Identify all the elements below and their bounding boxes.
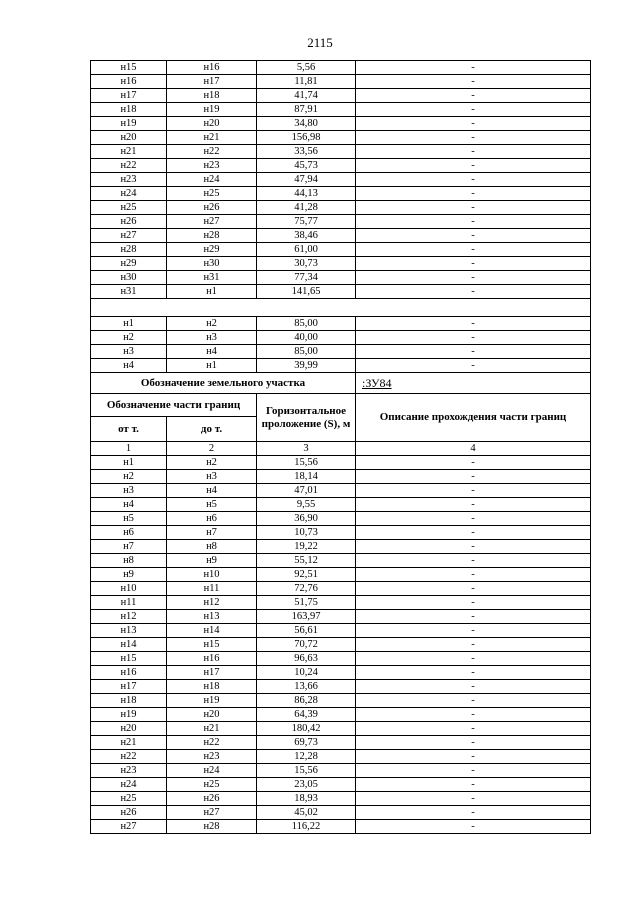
boundary-description: - <box>356 470 591 484</box>
table-row <box>91 317 591 331</box>
boundary-description: - <box>356 173 591 187</box>
point-to: н26 <box>167 201 257 215</box>
horizontal-length: 69,73 <box>257 736 356 750</box>
gap-section <box>91 299 591 317</box>
horizontal-length: 47,94 <box>257 173 356 187</box>
boundary-description: - <box>356 680 591 694</box>
horizontal-length: 156,98 <box>257 131 356 145</box>
point-from: н7 <box>91 540 167 554</box>
point-to: н4 <box>167 345 257 359</box>
table-row <box>91 820 591 834</box>
point-from: н26 <box>91 806 167 820</box>
boundary-table <box>90 60 591 834</box>
horizontal-length: 15,56 <box>257 456 356 470</box>
point-from: н19 <box>91 117 167 131</box>
table-row <box>91 666 591 680</box>
horizontal-length: 163,97 <box>257 610 356 624</box>
horizontal-length: 77,34 <box>257 271 356 285</box>
horizontal-length: 64,39 <box>257 708 356 722</box>
boundary-description: - <box>356 750 591 764</box>
horizontal-length: 55,12 <box>257 554 356 568</box>
horizontal-length: 33,56 <box>257 145 356 159</box>
table-row <box>91 708 591 722</box>
point-to: н16 <box>167 652 257 666</box>
boundary-description: - <box>356 526 591 540</box>
point-from: н15 <box>91 652 167 666</box>
point-from: н16 <box>91 75 167 89</box>
point-to: н22 <box>167 736 257 750</box>
point-from: н9 <box>91 568 167 582</box>
point-to: н8 <box>167 540 257 554</box>
boundary-description: - <box>356 243 591 257</box>
boundary-description: - <box>356 582 591 596</box>
point-to: н19 <box>167 694 257 708</box>
table-row <box>91 624 591 638</box>
horizontal-length: 45,73 <box>257 159 356 173</box>
point-from: н15 <box>91 61 167 75</box>
point-from: н30 <box>91 271 167 285</box>
continued-rows <box>91 61 591 299</box>
table-row <box>91 345 591 359</box>
boundary-description: - <box>356 736 591 750</box>
point-to: н23 <box>167 159 257 173</box>
column-number: 1 <box>91 442 167 456</box>
boundary-description: - <box>356 117 591 131</box>
point-to: н6 <box>167 512 257 526</box>
point-to: н23 <box>167 750 257 764</box>
point-from: н26 <box>91 215 167 229</box>
boundary-description: - <box>356 271 591 285</box>
horizontal-length: 87,91 <box>257 103 356 117</box>
point-from: н27 <box>91 820 167 834</box>
horizontal-length: 96,63 <box>257 652 356 666</box>
point-from: н17 <box>91 89 167 103</box>
point-to: н27 <box>167 215 257 229</box>
boundary-description: - <box>356 624 591 638</box>
table-row <box>91 145 591 159</box>
point-from: н3 <box>91 345 167 359</box>
point-from: н11 <box>91 596 167 610</box>
point-to: н22 <box>167 145 257 159</box>
point-from: н14 <box>91 638 167 652</box>
point-from: н25 <box>91 201 167 215</box>
horizontal-length: 47,01 <box>257 484 356 498</box>
column-number: 2 <box>167 442 257 456</box>
point-to: н13 <box>167 610 257 624</box>
point-from: н12 <box>91 610 167 624</box>
boundary-description: - <box>356 554 591 568</box>
boundary-description: - <box>356 187 591 201</box>
boundary-description: - <box>356 201 591 215</box>
point-to: н3 <box>167 331 257 345</box>
horizontal-length: 13,66 <box>257 680 356 694</box>
horizontal-length: 70,72 <box>257 638 356 652</box>
table-row <box>91 722 591 736</box>
point-to: н16 <box>167 61 257 75</box>
point-to: н28 <box>167 820 257 834</box>
point-from: н22 <box>91 159 167 173</box>
horizontal-length: 85,00 <box>257 345 356 359</box>
point-from: н2 <box>91 331 167 345</box>
point-from: н18 <box>91 694 167 708</box>
table-row <box>91 229 591 243</box>
parcel-title-label: Обозначение земельного участка <box>91 373 356 394</box>
point-from: н4 <box>91 359 167 373</box>
horizontal-length: 10,73 <box>257 526 356 540</box>
horizontal-length: 141,65 <box>257 285 356 299</box>
point-to: н18 <box>167 89 257 103</box>
point-to: н24 <box>167 764 257 778</box>
header-from: от т. <box>91 417 167 442</box>
point-to: н12 <box>167 596 257 610</box>
point-from: н5 <box>91 512 167 526</box>
point-to: н7 <box>167 526 257 540</box>
horizontal-length: 15,56 <box>257 764 356 778</box>
point-from: н21 <box>91 145 167 159</box>
point-to: н27 <box>167 806 257 820</box>
table-row <box>91 131 591 145</box>
parcel-code: :ЗУ84 <box>356 373 591 394</box>
point-to: н18 <box>167 680 257 694</box>
point-to: н31 <box>167 271 257 285</box>
boundary-description: - <box>356 722 591 736</box>
point-to: н17 <box>167 75 257 89</box>
horizontal-length: 92,51 <box>257 568 356 582</box>
point-from: н4 <box>91 498 167 512</box>
table-row <box>91 792 591 806</box>
table-row <box>91 243 591 257</box>
point-to: н21 <box>167 131 257 145</box>
header-description: Описание прохождения части границ <box>356 394 591 442</box>
table-row <box>91 764 591 778</box>
point-from: н1 <box>91 456 167 470</box>
point-to: н20 <box>167 117 257 131</box>
point-to: н1 <box>167 285 257 299</box>
point-to: н20 <box>167 708 257 722</box>
parcel-header <box>91 373 591 456</box>
horizontal-length: 18,14 <box>257 470 356 484</box>
horizontal-length: 85,00 <box>257 317 356 331</box>
table-row <box>91 285 591 299</box>
table-row <box>91 652 591 666</box>
point-from: н8 <box>91 554 167 568</box>
boundary-description: - <box>356 708 591 722</box>
point-to: н28 <box>167 229 257 243</box>
point-to: н1 <box>167 359 257 373</box>
point-from: н20 <box>91 131 167 145</box>
point-to: н17 <box>167 666 257 680</box>
horizontal-length: 18,93 <box>257 792 356 806</box>
gap-row <box>91 299 591 317</box>
boundary-description: - <box>356 159 591 173</box>
point-to: н29 <box>167 243 257 257</box>
table-row <box>91 568 591 582</box>
header-row-1 <box>91 394 591 417</box>
boundary-description: - <box>356 820 591 834</box>
point-from: н16 <box>91 666 167 680</box>
table-row <box>91 215 591 229</box>
point-to: н3 <box>167 470 257 484</box>
point-from: н24 <box>91 778 167 792</box>
table-row <box>91 331 591 345</box>
boundary-description: - <box>356 131 591 145</box>
table-row <box>91 750 591 764</box>
point-from: н6 <box>91 526 167 540</box>
boundary-description: - <box>356 764 591 778</box>
table-row <box>91 61 591 75</box>
boundary-description: - <box>356 229 591 243</box>
point-to: н11 <box>167 582 257 596</box>
table-row <box>91 456 591 470</box>
point-to: н2 <box>167 456 257 470</box>
horizontal-length: 56,61 <box>257 624 356 638</box>
table-row <box>91 201 591 215</box>
table-row <box>91 159 591 173</box>
table-row <box>91 89 591 103</box>
point-from: н13 <box>91 624 167 638</box>
table-row <box>91 271 591 285</box>
point-to: н25 <box>167 187 257 201</box>
boundary-description: - <box>356 103 591 117</box>
point-from: н28 <box>91 243 167 257</box>
parcel-rows <box>91 456 591 834</box>
horizontal-length: 10,24 <box>257 666 356 680</box>
boundary-description: - <box>356 456 591 470</box>
table-row <box>91 512 591 526</box>
boundary-description: - <box>356 484 591 498</box>
column-number: 4 <box>356 442 591 456</box>
table-row <box>91 596 591 610</box>
point-to: н21 <box>167 722 257 736</box>
horizontal-length: 40,00 <box>257 331 356 345</box>
point-from: н23 <box>91 764 167 778</box>
point-from: н2 <box>91 470 167 484</box>
horizontal-length: 72,76 <box>257 582 356 596</box>
table-row <box>91 638 591 652</box>
horizontal-length: 180,42 <box>257 722 356 736</box>
point-to: н26 <box>167 792 257 806</box>
point-from: н23 <box>91 173 167 187</box>
boundary-description: - <box>356 317 591 331</box>
horizontal-length: 30,73 <box>257 257 356 271</box>
table-row <box>91 526 591 540</box>
table-row <box>91 610 591 624</box>
parcel-title-row <box>91 373 591 394</box>
boundary-description: - <box>356 806 591 820</box>
table-row <box>91 680 591 694</box>
boundary-description: - <box>356 498 591 512</box>
table-row <box>91 736 591 750</box>
boundary-description: - <box>356 61 591 75</box>
boundary-description: - <box>356 540 591 554</box>
horizontal-length: 9,55 <box>257 498 356 512</box>
point-from: н3 <box>91 484 167 498</box>
header-horizontal-length: Горизонтальное проложение (S), м <box>257 394 356 442</box>
column-number: 3 <box>257 442 356 456</box>
table-row <box>91 806 591 820</box>
table-row <box>91 173 591 187</box>
table-row <box>91 694 591 708</box>
table-row <box>91 540 591 554</box>
boundary-description: - <box>356 331 591 345</box>
table-row <box>91 187 591 201</box>
horizontal-length: 86,28 <box>257 694 356 708</box>
boundary-description: - <box>356 285 591 299</box>
boundary-description: - <box>356 145 591 159</box>
horizontal-length: 45,02 <box>257 806 356 820</box>
horizontal-length: 39,99 <box>257 359 356 373</box>
horizontal-length: 12,28 <box>257 750 356 764</box>
horizontal-length: 116,22 <box>257 820 356 834</box>
horizontal-length: 41,74 <box>257 89 356 103</box>
table-row <box>91 554 591 568</box>
point-to: н25 <box>167 778 257 792</box>
boundary-description: - <box>356 75 591 89</box>
point-to: н10 <box>167 568 257 582</box>
boundary-description: - <box>356 610 591 624</box>
boundary-description: - <box>356 694 591 708</box>
boundary-description: - <box>356 596 591 610</box>
table-row <box>91 75 591 89</box>
point-from: н20 <box>91 722 167 736</box>
table-row <box>91 470 591 484</box>
boundary-description: - <box>356 638 591 652</box>
horizontal-length: 38,46 <box>257 229 356 243</box>
boundary-description: - <box>356 778 591 792</box>
point-from: н24 <box>91 187 167 201</box>
horizontal-length: 44,13 <box>257 187 356 201</box>
horizontal-length: 75,77 <box>257 215 356 229</box>
point-to: н15 <box>167 638 257 652</box>
point-to: н2 <box>167 317 257 331</box>
point-from: н31 <box>91 285 167 299</box>
table-row <box>91 359 591 373</box>
header-to: до т. <box>167 417 257 442</box>
point-from: н21 <box>91 736 167 750</box>
point-to: н14 <box>167 624 257 638</box>
horizontal-length: 5,56 <box>257 61 356 75</box>
point-from: н10 <box>91 582 167 596</box>
table-row <box>91 582 591 596</box>
table-row <box>91 778 591 792</box>
column-number-row <box>91 442 591 456</box>
header-boundary-parts: Обозначение части границ <box>91 394 257 417</box>
horizontal-length: 34,80 <box>257 117 356 131</box>
point-from: н25 <box>91 792 167 806</box>
point-to: н30 <box>167 257 257 271</box>
table-row <box>91 484 591 498</box>
horizontal-length: 36,90 <box>257 512 356 526</box>
boundary-description: - <box>356 666 591 680</box>
point-from: н1 <box>91 317 167 331</box>
point-to: н19 <box>167 103 257 117</box>
table-row <box>91 257 591 271</box>
horizontal-length: 61,00 <box>257 243 356 257</box>
boundary-description: - <box>356 792 591 806</box>
point-from: н17 <box>91 680 167 694</box>
point-from: н19 <box>91 708 167 722</box>
boundary-description: - <box>356 359 591 373</box>
point-to: н9 <box>167 554 257 568</box>
boundary-description: - <box>356 512 591 526</box>
horizontal-length: 19,22 <box>257 540 356 554</box>
point-to: н5 <box>167 498 257 512</box>
horizontal-length: 41,28 <box>257 201 356 215</box>
boundary-description: - <box>356 257 591 271</box>
boundary-description: - <box>356 89 591 103</box>
page-number: 2115 <box>307 35 333 50</box>
boundary-description: - <box>356 215 591 229</box>
point-from: н29 <box>91 257 167 271</box>
point-to: н24 <box>167 173 257 187</box>
horizontal-length: 11,81 <box>257 75 356 89</box>
point-from: н18 <box>91 103 167 117</box>
continued-rows-part2 <box>91 317 591 373</box>
point-from: н22 <box>91 750 167 764</box>
point-from: н27 <box>91 229 167 243</box>
boundary-description: - <box>356 652 591 666</box>
table-row <box>91 498 591 512</box>
point-to: н4 <box>167 484 257 498</box>
horizontal-length: 51,75 <box>257 596 356 610</box>
horizontal-length: 23,05 <box>257 778 356 792</box>
table-row <box>91 103 591 117</box>
table-row <box>91 117 591 131</box>
boundary-description: - <box>356 345 591 359</box>
boundary-description: - <box>356 568 591 582</box>
